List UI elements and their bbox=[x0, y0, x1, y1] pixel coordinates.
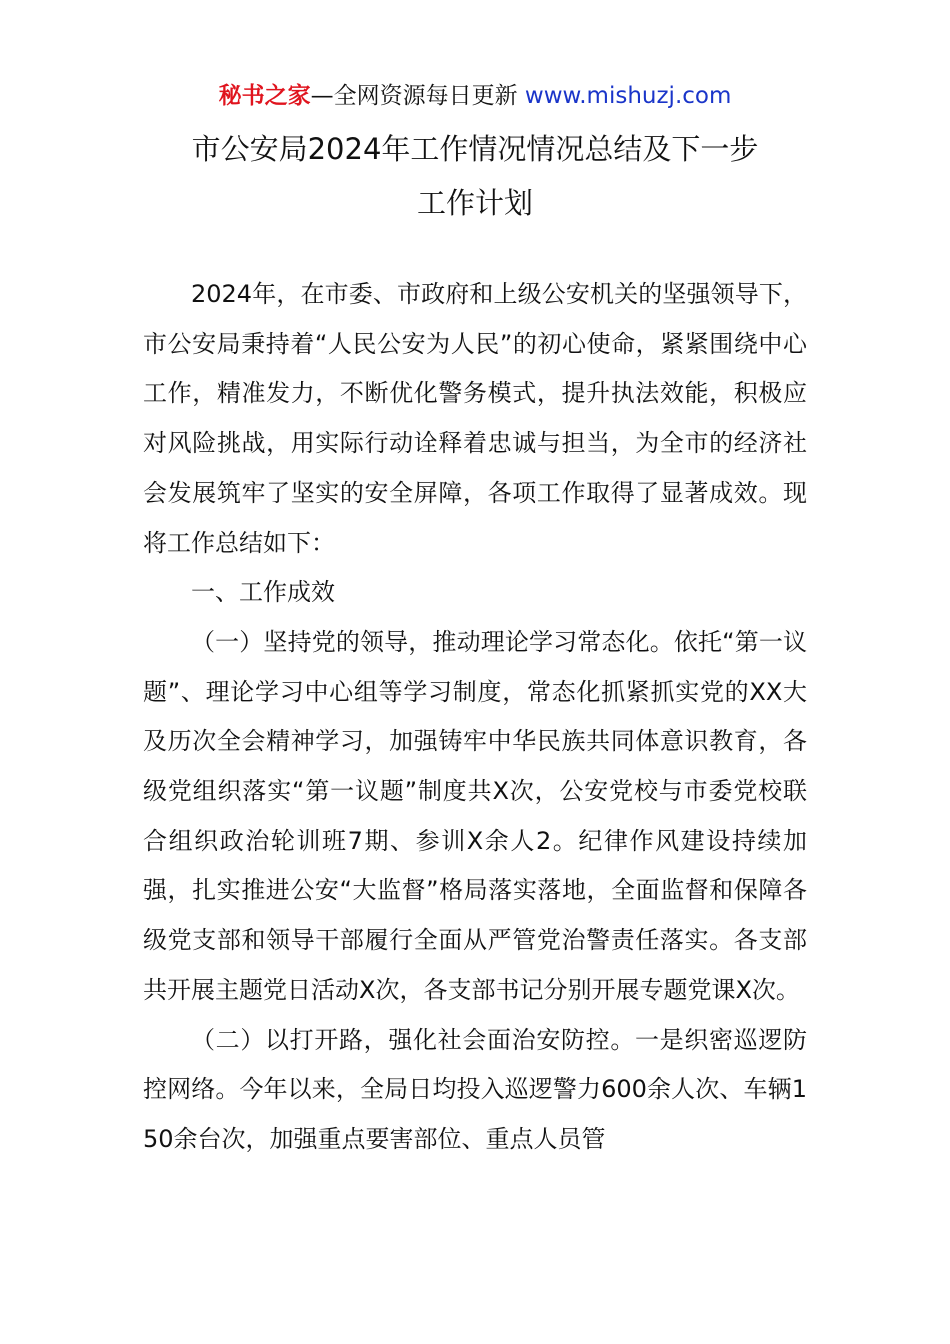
title-line-2: 工作计划 bbox=[416, 186, 533, 220]
site-brand: 秘书之家 bbox=[218, 83, 311, 109]
site-header bbox=[0, 80, 950, 112]
intro-paragraph: 2024年，在市委、市政府和上级公安机关的坚强领导下，市公安局秉持着“人民公安为人民”的初心使命，紧紧围绕中心工作，精准发力，不断优化警务模式，提升执法效能，积极应对风险挑战，用实际行动诠释着忠诚与担当，为全市的经济社会发展筑牢了坚实的安全屏障，各项工作取得了显著成效。现将工作总结如下： bbox=[143, 280, 807, 557]
site-tagline: —全网资源每日更新 bbox=[310, 83, 525, 109]
site-url-link[interactable]: www.mishuzj.com bbox=[524, 83, 732, 109]
section-heading: 一、工作成效 bbox=[191, 578, 335, 607]
title-line-1: 市公安局2024年工作情况情况总结及下一步 bbox=[191, 132, 759, 166]
body-paragraph: （二）以打开路，强化社会面治安防控。一是织密巡逻防控网络。今年以来，全局日均投入巡逻警力600余人次、车辆150余台次，加强重点要害部位、重点人员管 bbox=[143, 1025, 807, 1153]
document-title bbox=[120, 122, 830, 230]
body-paragraph: （一）坚持党的领导，推动理论学习常态化。依托“第一议题”、理论学习中心组等学习制度，常态化抓紧抓实党的XX大及历次全会精神学习，加强铸牢中华民族共同体意识教育，各级党组织落实“第一议题”制度共X次，公安党校与市委党校联合组织政治轮训班7期、参训X余人2。纪律作风建设持续加强，扎实推进公安“大监督”格局落实落地，全面监督和保障各级党支部和领导干部履行全面从严管党治警责任落实。各支部共开展主题党日活动X次，各支部书记分别开展专题党课X次。 bbox=[143, 627, 807, 1004]
document-body bbox=[143, 270, 807, 1165]
